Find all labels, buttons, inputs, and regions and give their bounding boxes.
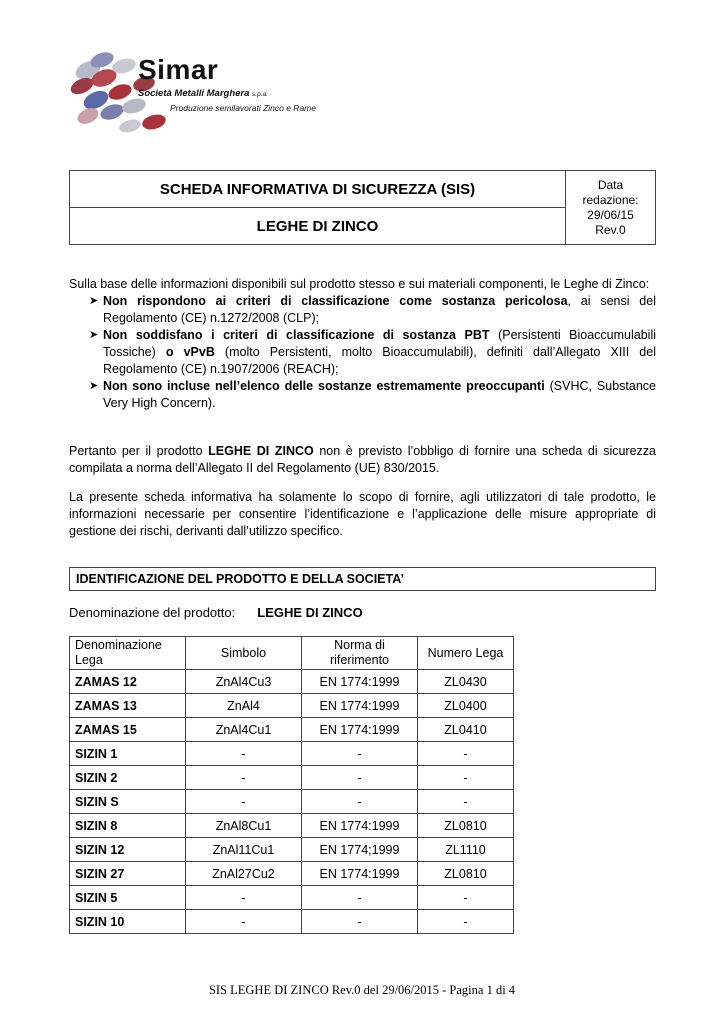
symbol-cell: -	[186, 886, 302, 910]
standard-cell: -	[302, 766, 418, 790]
symbol-cell: -	[186, 766, 302, 790]
symbol-cell: -	[186, 790, 302, 814]
logo-company: Società Metalli Marghera s.p.a.	[138, 88, 268, 99]
arrow-bullet-icon: ➤	[89, 329, 99, 341]
column-header: Numero Lega	[418, 637, 514, 670]
table-row	[70, 814, 514, 838]
section-title-identification: IDENTIFICAZIONE DEL PRODOTTO E DELLA SOCIETA’	[69, 567, 656, 591]
arrow-bullet-icon: ➤	[89, 380, 99, 392]
date-label: Data	[597, 177, 624, 192]
symbol-cell: -	[186, 910, 302, 934]
arrow-bullet-icon: ➤	[89, 295, 99, 307]
column-header: Norma di riferimento	[302, 637, 418, 670]
table-row	[70, 910, 514, 934]
revision-info	[566, 171, 655, 244]
company-logo	[68, 50, 358, 136]
table-row	[70, 718, 514, 742]
alloy-name-cell: SIZIN 2	[70, 766, 186, 790]
alloy-number-cell: ZL1110	[418, 838, 514, 862]
alloy-name-cell: SIZIN 5	[70, 886, 186, 910]
alloy-number-cell: -	[418, 766, 514, 790]
revision-value: Rev.0	[595, 222, 626, 237]
obligation-paragraph: Pertanto per il prodotto LEGHE DI ZINCO non è previsto l’obbligo di fornire una scheda di sicurezza compilata a norma dell’Allegato II del Regolamento (UE) 830/2015.	[69, 444, 656, 475]
symbol-cell: -	[186, 742, 302, 766]
alloy-name-cell: SIZIN S	[70, 790, 186, 814]
column-header: Denominazione Lega	[70, 637, 186, 670]
alloy-number-cell: ZL0810	[418, 862, 514, 886]
logo-brand: Simar	[138, 54, 219, 85]
symbol-cell: ZnAl8Cu1	[186, 814, 302, 838]
standard-cell: -	[302, 910, 418, 934]
purpose-paragraph: La presente scheda informativa ha solamente lo scopo di fornire, agli utilizzatori di tale prodotto, le informazioni necessarie per consentire l’identificazione e l’applicazione delle misure appropriate di gestione dei rischi, derivanti dall’utilizzo specifico.	[69, 490, 656, 538]
page-footer: SIS LEGHE DI ZINCO Rev.0 del 29/06/2015 - Pagina 1 di 4	[208, 983, 516, 997]
table-row	[70, 886, 514, 910]
alloy-name-cell: ZAMAS 12	[70, 670, 186, 694]
document-title: SCHEDA INFORMATIVA DI SICUREZZA (SIS)	[70, 171, 565, 208]
alloy-name-cell: SIZIN 8	[70, 814, 186, 838]
table-row	[70, 838, 514, 862]
alloy-number-cell: ZL0400	[418, 694, 514, 718]
table-row	[70, 670, 514, 694]
standard-cell: EN 1774:1999	[302, 862, 418, 886]
alloy-name-cell: ZAMAS 13	[70, 694, 186, 718]
date-value: 29/06/15	[587, 207, 634, 222]
alloy-name-cell: SIZIN 12	[70, 838, 186, 862]
list-item: ➤ Non sono incluse nell’elenco delle sostanze estremamente preoccupanti (SVHC, Substance Very High Concern).	[89, 379, 656, 410]
standard-cell: -	[302, 742, 418, 766]
document-subtitle: LEGHE DI ZINCO	[256, 217, 379, 235]
list-item: ➤ Non soddisfano i criteri di classificazione di sostanza PBT (Persistenti Bioaccumulabili Tossiche) o vPvB (molto Persistenti, molto Bioaccumulabili), definiti dall’Allegato XIII del Regolamento (CE) n.1907/2006 (REACH);	[89, 328, 656, 376]
symbol-cell: ZnAl4	[186, 694, 302, 718]
alloy-number-cell: -	[418, 790, 514, 814]
logo-tagline: Produzione semilavorati Zinco e Rame	[170, 103, 316, 113]
alloy-number-cell: ZL0810	[418, 814, 514, 838]
table-row	[70, 766, 514, 790]
standard-cell: EN 1774:1999	[302, 814, 418, 838]
alloy-name-cell: SIZIN 10	[70, 910, 186, 934]
alloy-number-cell: -	[418, 742, 514, 766]
column-header: Simbolo	[186, 637, 302, 670]
table-row	[70, 862, 514, 886]
symbol-cell: ZnAl27Cu2	[186, 862, 302, 886]
alloys-table	[69, 636, 514, 934]
table-row	[70, 742, 514, 766]
symbol-cell: ZnAl4Cu1	[186, 718, 302, 742]
alloy-number-cell: -	[418, 886, 514, 910]
document-header	[69, 170, 656, 245]
standard-cell: -	[302, 886, 418, 910]
standard-cell: EN 1774:1999	[302, 670, 418, 694]
table-row	[70, 790, 514, 814]
standard-cell: EN 1774:1999	[302, 694, 418, 718]
alloy-name-cell: SIZIN 1	[70, 742, 186, 766]
alloy-number-cell: ZL0410	[418, 718, 514, 742]
product-label: Denominazione del prodotto:	[69, 605, 236, 620]
criteria-list	[69, 293, 656, 412]
symbol-cell: ZnAl11Cu1	[186, 838, 302, 862]
intro-lead: Sulla base delle informazioni disponibili sul prodotto stesso e sui materiali componenti, le Leghe di Zinco:	[69, 277, 650, 291]
product-name-line	[69, 605, 363, 620]
intro-section	[69, 276, 656, 412]
table-row	[70, 694, 514, 718]
list-item: ➤ Non rispondono ai criteri di classificazione come sostanza pericolosa, ai sensi del Regolamento (CE) n.1272/2008 (CLP);	[89, 294, 656, 325]
date-label-2: redazione:	[582, 192, 639, 207]
standard-cell: -	[302, 790, 418, 814]
alloy-name-cell: SIZIN 27	[70, 862, 186, 886]
alloy-number-cell: -	[418, 910, 514, 934]
standard-cell: EN 1774:1999	[302, 718, 418, 742]
table-header-row	[70, 637, 514, 670]
alloy-name-cell: ZAMAS 15	[70, 718, 186, 742]
alloy-number-cell: ZL0430	[418, 670, 514, 694]
product-value: LEGHE DI ZINCO	[257, 605, 363, 620]
standard-cell: EN 1774;1999	[302, 838, 418, 862]
symbol-cell: ZnAl4Cu3	[186, 670, 302, 694]
